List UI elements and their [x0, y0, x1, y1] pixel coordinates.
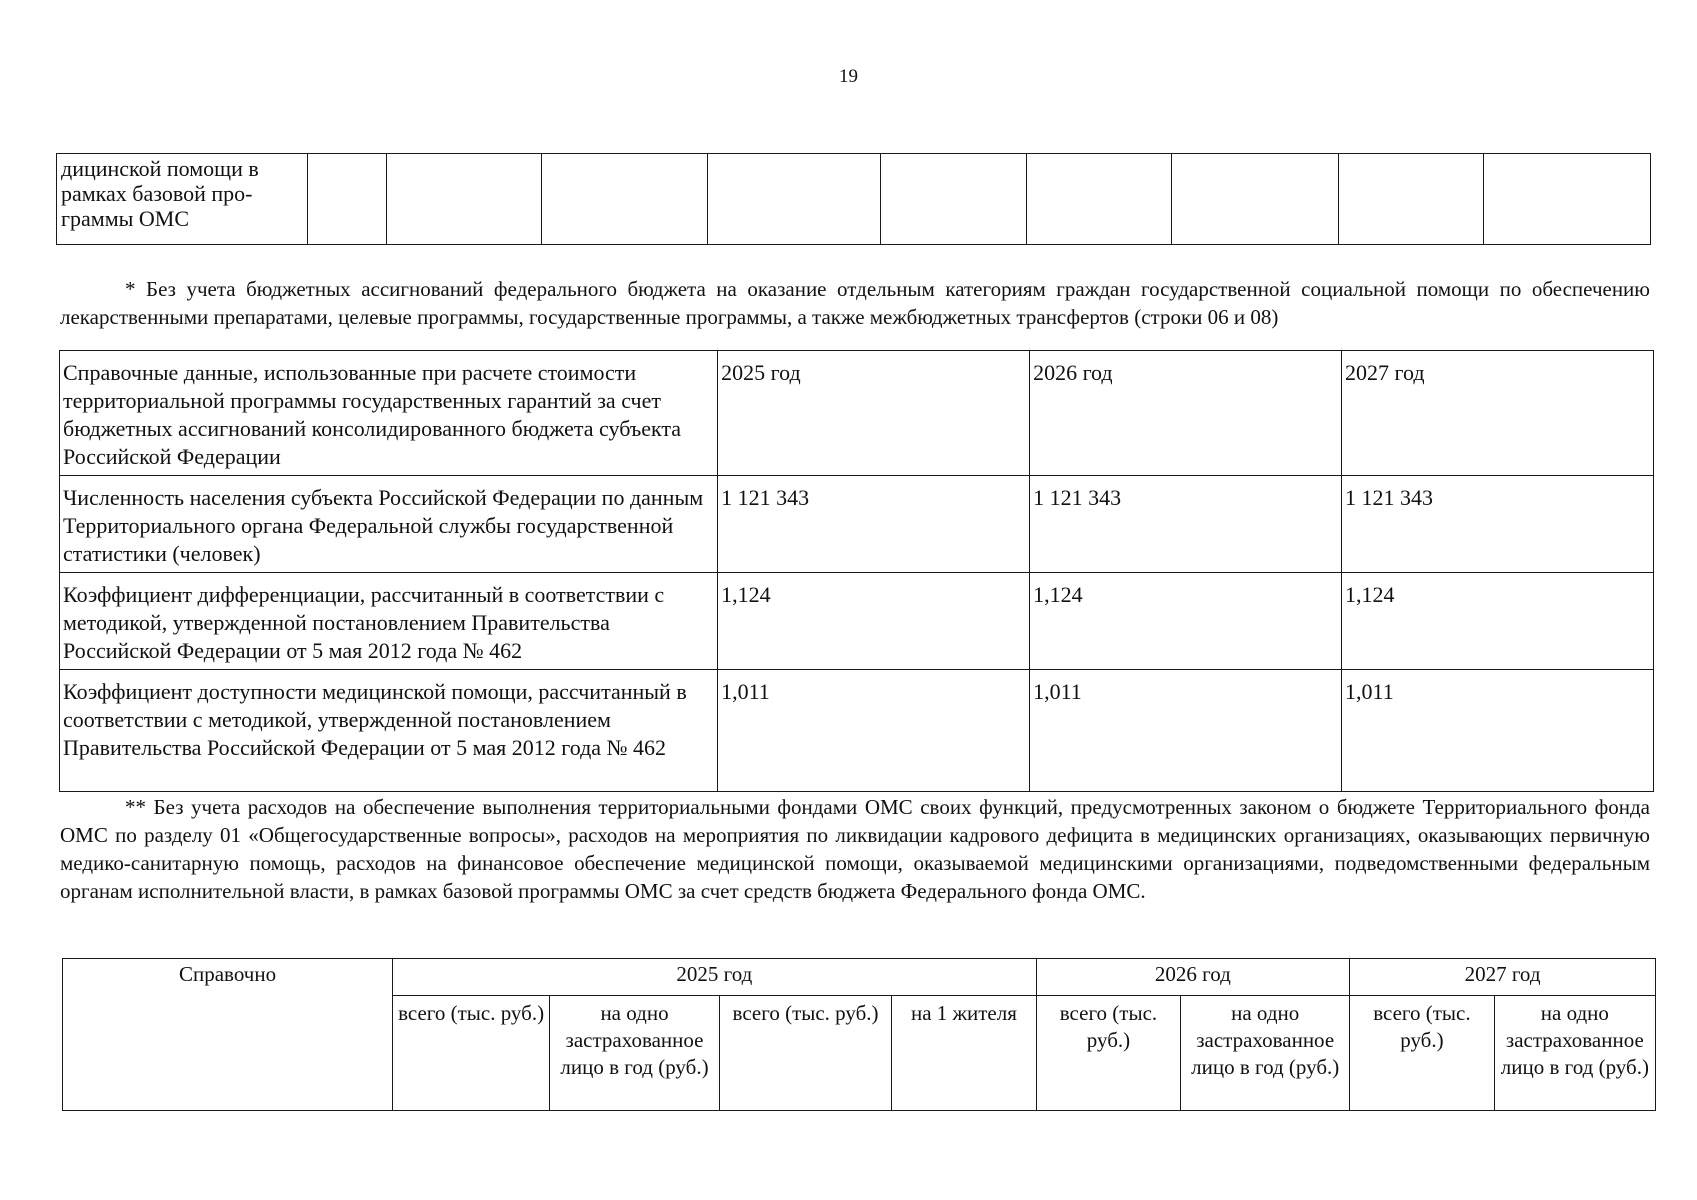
row-label-population: Численность населения субъекта Российской Федерации по данным Территориального органа Федеральной службы государственной статистики (человек)	[60, 476, 718, 573]
value-cell: 1,124	[1342, 573, 1654, 670]
row-label-cell	[57, 154, 308, 245]
year-header-2027: 2027 год	[1342, 351, 1654, 476]
header-label-cell: Справочные данные, использованные при расчете стоимости территориальной программы государственных гарантий за счет бюджетных ассигнований консолидированного бюджета субъекта Российской Федерации	[60, 351, 718, 476]
footnote-text: * Без учета бюджетных ассигнований федерального бюджета на оказание отдельным категориям граждан государственной социальной помощи по обеспечению лекарственными препаратами, целевые программы, государственные программы, а также межбюджетных трансфертов (строки 06 и 08)	[60, 277, 1650, 329]
page-number: 19	[839, 66, 858, 87]
subheader-per-insured: на одно застрахованное лицо в год (руб.)	[1494, 996, 1655, 1111]
empty-cell	[1172, 154, 1338, 245]
subheader-total: всего (тыс. руб.)	[719, 996, 891, 1111]
subheader-total: всего (тыс. руб.)	[393, 996, 550, 1111]
empty-cell	[307, 154, 386, 245]
row-label-differentiation: Коэффициент дифференциации, рассчитанный в соответствии с методикой, утвержденной постановлением Правительства Российской Федерации от 5 мая 2012 года № 462	[60, 573, 718, 670]
value-cell: 1,124	[1030, 573, 1342, 670]
footnote-text: ** Без учета расходов на обеспечение выполнения территориальными фондами ОМС своих функций, предусмотренных законом о бюджете Территориального фонда ОМС по разделу 01 «Общегосударственные вопросы», расходов на мероприятия по ликвидации кадрового дефицита в медицинских организациях, оказывающих первичную медико-санитарную помощь, расходов на финансовое обеспечение медицинской помощи, оказываемой медицинскими организациями, подведомственными федеральным органам исполнительной власти, в рамках базовой программы ОМС за счет средств бюджета Федерального фонда ОМС.	[60, 795, 1650, 903]
subheader-per-resident: на 1 жителя	[892, 996, 1036, 1111]
row-label-line: дицинской помощи в	[61, 156, 259, 181]
empty-cell	[708, 154, 881, 245]
reference-data-table	[59, 350, 1654, 792]
table-row	[60, 573, 1654, 670]
value-cell: 1 121 343	[718, 476, 1030, 573]
row-label-line: рамках базовой про-	[61, 181, 253, 206]
subheader-per-insured: на одно застрахованное лицо в год (руб.)	[550, 996, 720, 1111]
empty-cell	[1026, 154, 1172, 245]
spravochno-table	[62, 958, 1656, 1111]
year-header-2025: 2025 год	[393, 959, 1037, 996]
table-header-row	[63, 959, 1656, 996]
table-header-row	[60, 351, 1654, 476]
empty-cell	[1338, 154, 1484, 245]
row-label-line: граммы ОМС	[61, 206, 190, 231]
footnote-budget	[60, 275, 1650, 331]
value-cell: 1,011	[718, 670, 1030, 792]
value-cell: 1,011	[1342, 670, 1654, 792]
subheader-total: всего (тыс. руб.)	[1036, 996, 1181, 1111]
subheader-per-insured: на одно застрахованное лицо в год (руб.)	[1181, 996, 1350, 1111]
year-header-2025: 2025 год	[718, 351, 1030, 476]
year-header-2026: 2026 год	[1030, 351, 1342, 476]
year-header-2026: 2026 год	[1036, 959, 1349, 996]
table-row	[60, 476, 1654, 573]
subheader-total: всего (тыс. руб.)	[1350, 996, 1495, 1111]
empty-cell	[1484, 154, 1651, 245]
empty-cell	[541, 154, 707, 245]
table-row	[60, 670, 1654, 792]
year-header-2027: 2027 год	[1350, 959, 1656, 996]
value-cell: 1 121 343	[1030, 476, 1342, 573]
footnote-expenses	[60, 793, 1650, 905]
table-row	[57, 154, 1651, 245]
continuation-table	[56, 153, 1651, 245]
row-label-accessibility: Коэффициент доступности медицинской помощи, рассчитанный в соответствии с методикой, утвержденной постановлением Правительства Российской Федерации от 5 мая 2012 года № 462	[60, 670, 718, 792]
value-cell: 1,124	[718, 573, 1030, 670]
spravochno-label: Справочно	[63, 959, 393, 1111]
empty-cell	[386, 154, 541, 245]
value-cell: 1 121 343	[1342, 476, 1654, 573]
value-cell: 1,011	[1030, 670, 1342, 792]
empty-cell	[881, 154, 1027, 245]
